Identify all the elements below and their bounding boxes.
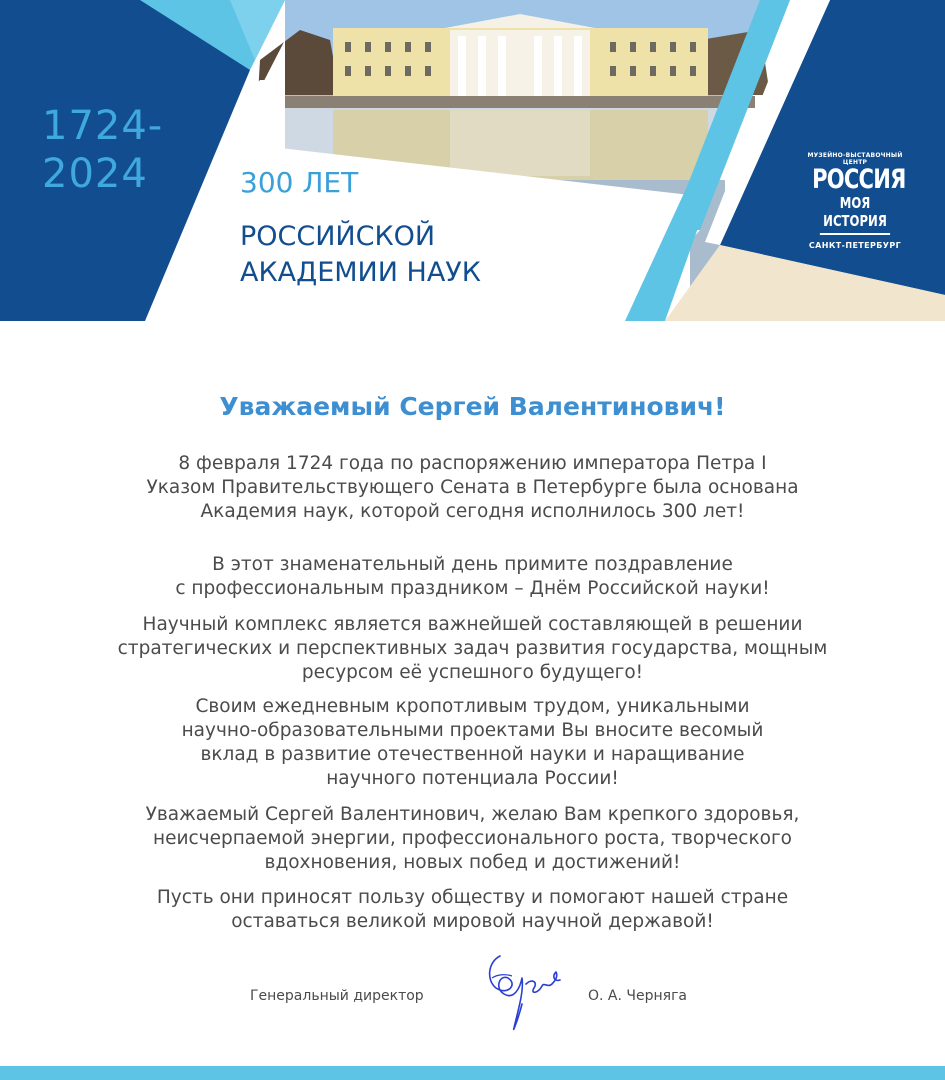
signatory-name: О. А. Черняга	[588, 988, 688, 1004]
academy-title: РОССИЙСКОЙ АКАДЕМИИ НАУК	[240, 221, 481, 288]
paragraph-6: Пусть они приносят пользу обществу и помогают нашей стране оставаться великой мировой научной державой!	[156, 887, 789, 932]
anniversary-title: 300 ЛЕТ	[240, 166, 359, 199]
header-banner	[0, 0, 945, 321]
paragraph-5: Уважаемый Сергей Валентинович, желаю Вам крепкого здоровья, неисчерпаемой энергии, профессионального роста, творческого вдохновения, новых побед и достижений!	[145, 804, 800, 873]
logo-main: РОССИЯ	[812, 164, 906, 195]
logo-top-line: МУЗЕЙНО-ВЫСТАВОЧНЫЙ ЦЕНТР	[807, 152, 903, 166]
handwritten-signature	[478, 948, 568, 1038]
paragraph-4: Своим ежедневным кропотливым трудом, уникальными научно-образовательными проектами Вы вносите весомый вклад в развитие отечественной науки и наращивание научного потенциала России!	[181, 696, 764, 789]
signatory-title: Генеральный директор	[250, 988, 424, 1004]
greeting-heading: Уважаемый Сергей Валентинович!	[219, 392, 726, 421]
footer-stripe	[0, 1066, 945, 1080]
logo-city: САНКТ-ПЕТЕРБУРГ	[808, 241, 902, 250]
paragraph-3: Научный комплекс является важнейшей составляющей в решении стратегических и перспективных задач развития государства, мощным ресурсом её успешного будущего!	[117, 614, 828, 683]
paragraph-2: В этот знаменательный день примите поздравление с профессиональным праздником – Днём Российской науки!	[175, 554, 770, 599]
years-range: 1724- 2024	[42, 103, 164, 197]
museum-logo	[800, 152, 910, 250]
paragraph-1: 8 февраля 1724 года по распоряжению императора Петра I Указом Правительствующего Сената в Петербурге была основана Академия наук, которой сегодня исполнилось 300 лет!	[146, 453, 799, 522]
logo-sub: МОЯ ИСТОРИЯ	[820, 194, 890, 235]
